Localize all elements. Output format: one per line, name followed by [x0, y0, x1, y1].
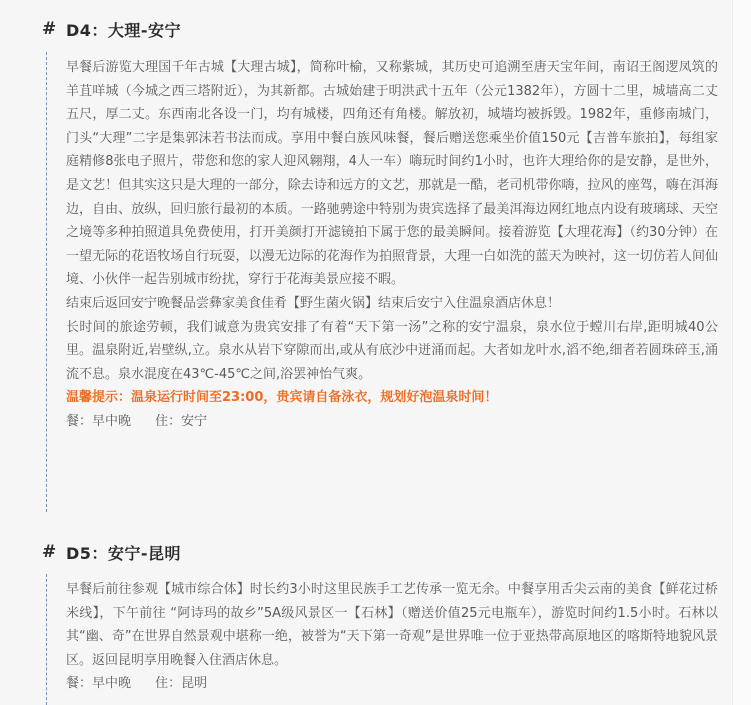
day-content-d5: [66, 578, 718, 696]
day-content-d4: [66, 56, 718, 434]
day-header-d4: [42, 16, 181, 42]
tip-text: 温馨提示：温泉运行时间至23:00，贵宾请自备泳衣，规划好泡温泉时间！: [66, 390, 498, 406]
paragraph: 结束后返回安宁晚餐品尝彝家美食佳肴【野生菌火锅】结束后安宁入住温泉酒店休息！: [66, 295, 561, 311]
meal-label: 餐：早中晚: [66, 676, 132, 692]
day-title: D5：安宁-昆明: [66, 543, 182, 563]
hash-icon: #: [42, 542, 57, 562]
timeline-line: [46, 574, 47, 705]
paragraph: 早餐后前往参观【城市综合体】时长约3小时这里民族手工艺传承一览无余。中餐享用舌尖云南的美食【鲜花过桥米线】，下午前往 “阿诗玛的故乡”5A级风景区一【石林】（赠送价值25元电瓶车），游览时间约1.5小时。石林以其“幽、奇”在世界自然景观中堪称一绝，被誉为“天下第一奇观”是世界唯一位于亚热带高原地区的喀斯特地貌风景区。返回昆明享用晚餐入住酒店休息。: [66, 582, 718, 668]
paragraph: 长时间的旅途劳顿，我们诚意为贵宾安排了有着“天下第一汤”之称的安宁温泉，泉水位于螳川右岸,距明城40公里。温泉附近,岩壁纵,立。泉水从岩下穿隙而出,或从有底沙中迸涌而起。大者如龙叶水,滔不绝,细者若圆珠碎玉,涌流不息。泉水混度在43℃-45℃之间,浴罢神怡气爽。: [66, 319, 718, 382]
day-title: D4：大理-安宁: [66, 20, 182, 40]
stay-label: 住：昆明: [155, 676, 208, 692]
stay-label: 住：安宁: [155, 413, 208, 429]
meal-stay-row: [66, 672, 718, 696]
timeline-line: [46, 52, 47, 512]
meal-label: 餐：早中晚: [66, 413, 132, 429]
day-header-d5: [42, 539, 181, 565]
paragraph: 早餐后游览大理国千年古城【大理古城】，简称叶榆，又称紫城，其历史可追溯至唐天宝年间，南诏王阁逻凤筑的羊苴咩城（今城之西三塔附近），为其新都。古城始建于明洪武十五年（公元1382年），方圆十二里，城墙高二丈五尺，厚二丈。东西南北各设一门，均有城楼，四角还有角楼。解放初，城墙均被拆毁。1982年，重修南城门，门头“大理”二字是集郭沫若书法而成。享用中餐白族风味餐，餐后赠送您乘坐价值150元【吉普车旅拍】，每组家庭精修8张电子照片，带您和您的家人迎风翱翔，4人一车）嗨玩时间约1小时，也许大理给你的是安静，是世外，是文艺！但其实这只是大理的一部分，除去诗和远方的文艺，那就是一酷，老司机带你嗨，拉风的座驾，嗨在洱海边，自由、放纵，回归旅行最初的本质。一路驰骋途中特别为贵宾选择了最美洱海边网红地点内设有玻璃球、天空之境等多种拍照道具免费使用，打开美颜打开滤镜拍下属于您的最美瞬间。接着游览【大理花海】（约30分钟）在一望无际的花语牧场自行玩耍，以漫无边际的花海作为拍照背景，大理一白如洗的蓝天为映衬，这一切仿若人间仙境、小伙伴一起告别城市纷扰，穿行于花海美景应接不暇。: [66, 60, 718, 288]
meal-stay-row: [66, 410, 718, 434]
hash-icon: #: [42, 19, 57, 39]
scroll-edge: [732, 0, 751, 705]
